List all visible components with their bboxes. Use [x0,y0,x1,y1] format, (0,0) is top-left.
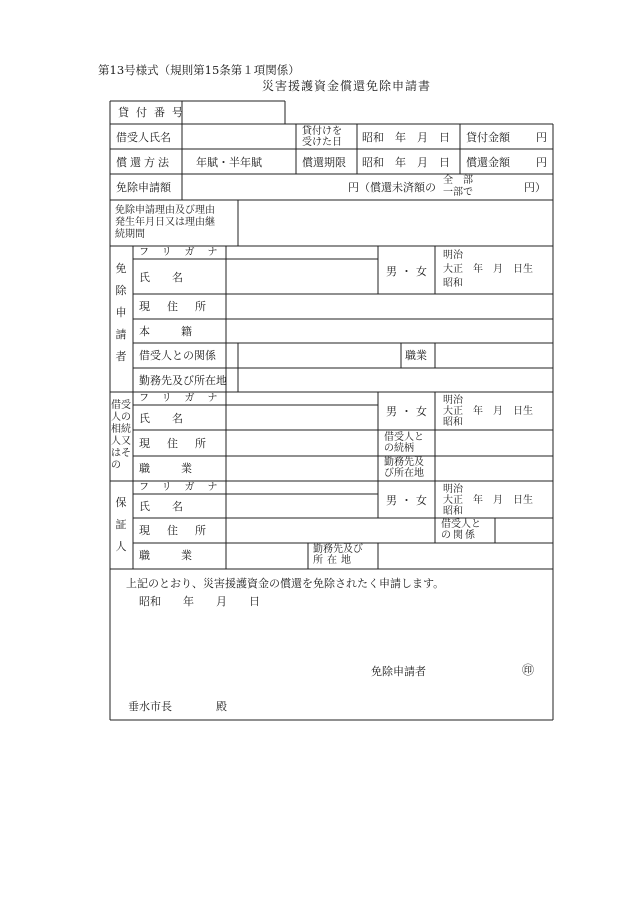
applicant-furigana-label: フリガナ [139,247,231,258]
loan-amount-yen: 円 [536,131,547,144]
form-number: 第13号様式（規則第15条第１項関係） [98,63,300,77]
applicant-domicile-label: 本 籍 [139,325,195,338]
heir-era-taisho: 大正 年 月 日生 [443,406,533,417]
addressee: 垂水市長 殿 [128,700,227,713]
heir-relationship-label-1: 借受人と [384,432,424,443]
heir-relationship-label-2: の続柄 [384,443,414,454]
repayment-method-value: 年賦・半年賦 [196,156,262,169]
all-label: 全 部 [443,175,473,186]
guarantor-workplace-label-1: 勤務先及び [313,544,363,555]
applicant-era-taisho: 大正 年 月 日生 [443,264,533,275]
reason-label-1: 免除申請理由及び理由 [115,205,215,216]
heir-sex-label: 男・女 [386,405,431,418]
reason-label-2: 発生年月日又は理由継 [115,217,215,228]
declaration-date: 昭和 年 月 日 [139,595,260,608]
repayment-amount-label: 償還金額 [466,156,510,169]
guarantor-relationship-label-1: 借受人と [441,519,481,530]
heir-occupation-label: 職 業 [139,462,195,475]
guarantor-side-label: 保証人 [115,496,127,553]
guarantor-sex-label: 男・女 [386,494,431,507]
applicant-era-meiji: 明治 [443,250,463,261]
applicant-workplace-label: 勤務先及び所在地 [139,374,227,387]
applicant-relation-label: 借受人との関係 [139,349,216,362]
applicant-sex-label: 男・女 [386,265,431,278]
heir-side-label: 借受人の相続人又はその [111,400,131,471]
heir-furigana-label: フリガナ [139,393,231,404]
loan-date-label-1: 貸付けを [302,126,342,137]
applicant-side-label: 免除申請者 [115,262,127,363]
applicant-address-label: 現 住 所 [139,300,209,313]
reason-label-3: 続期間 [115,229,145,240]
exemption-amount-suffix-a: 円（償還未済額の [348,181,436,194]
repayment-deadline-value: 昭和 年 月 日 [362,156,450,169]
applicant-era-showa: 昭和 [443,278,463,289]
seal-mark: ㊞ [522,663,535,677]
repayment-deadline-label: 償還期限 [302,156,346,169]
guarantor-relationship-label-2: の関係 [441,530,477,541]
guarantor-address-label: 現 住 所 [139,524,209,537]
guarantor-era-meiji: 明治 [443,484,463,495]
repayment-amount-yen: 円 [536,156,547,169]
heir-workplace-label-2: び所在地 [384,468,424,479]
loan-amount-label: 貸付金額 [466,131,510,144]
form-title: 災害援護資金償還免除申請書 [262,79,432,93]
guarantor-era-showa: 昭和 [443,506,463,517]
heir-name-label: 氏 名 [139,412,183,425]
applicant-occupation-label: 職業 [405,349,427,362]
borrower-name-label: 借受人氏名 [116,131,171,144]
guarantor-era-taisho: 大正 年 月 日生 [443,495,533,506]
part-label: 一部で [443,187,473,198]
guarantor-workplace-label-2: 所在地 [313,555,355,566]
guarantor-name-label: 氏 名 [139,500,183,513]
heir-era-showa: 昭和 [443,417,463,428]
loan-date-label-2: 受けた日 [302,137,342,148]
guarantor-furigana-label: フリガナ [139,482,231,493]
applicant-name-label: 氏 名 [139,271,183,284]
declaration-statement: 上記のとおり、災害援護資金の償還を免除されたく申請します。 [126,577,445,590]
guarantor-occupation-label: 職 業 [139,549,195,562]
heir-workplace-label-1: 勤務先及 [384,457,424,468]
exemption-amount-suffix-b: 円） [524,181,546,194]
heir-era-meiji: 明治 [443,395,463,406]
exemption-amount-label: 免除申請額 [116,181,171,194]
loan-date-value: 昭和 年 月 日 [362,131,450,144]
heir-address-label: 現 住 所 [139,437,209,450]
loan-number-label: 貸付番号 [118,106,190,119]
repayment-method-label: 償還方法 [116,156,172,169]
applicant-signature-label: 免除申請者 [371,665,426,678]
